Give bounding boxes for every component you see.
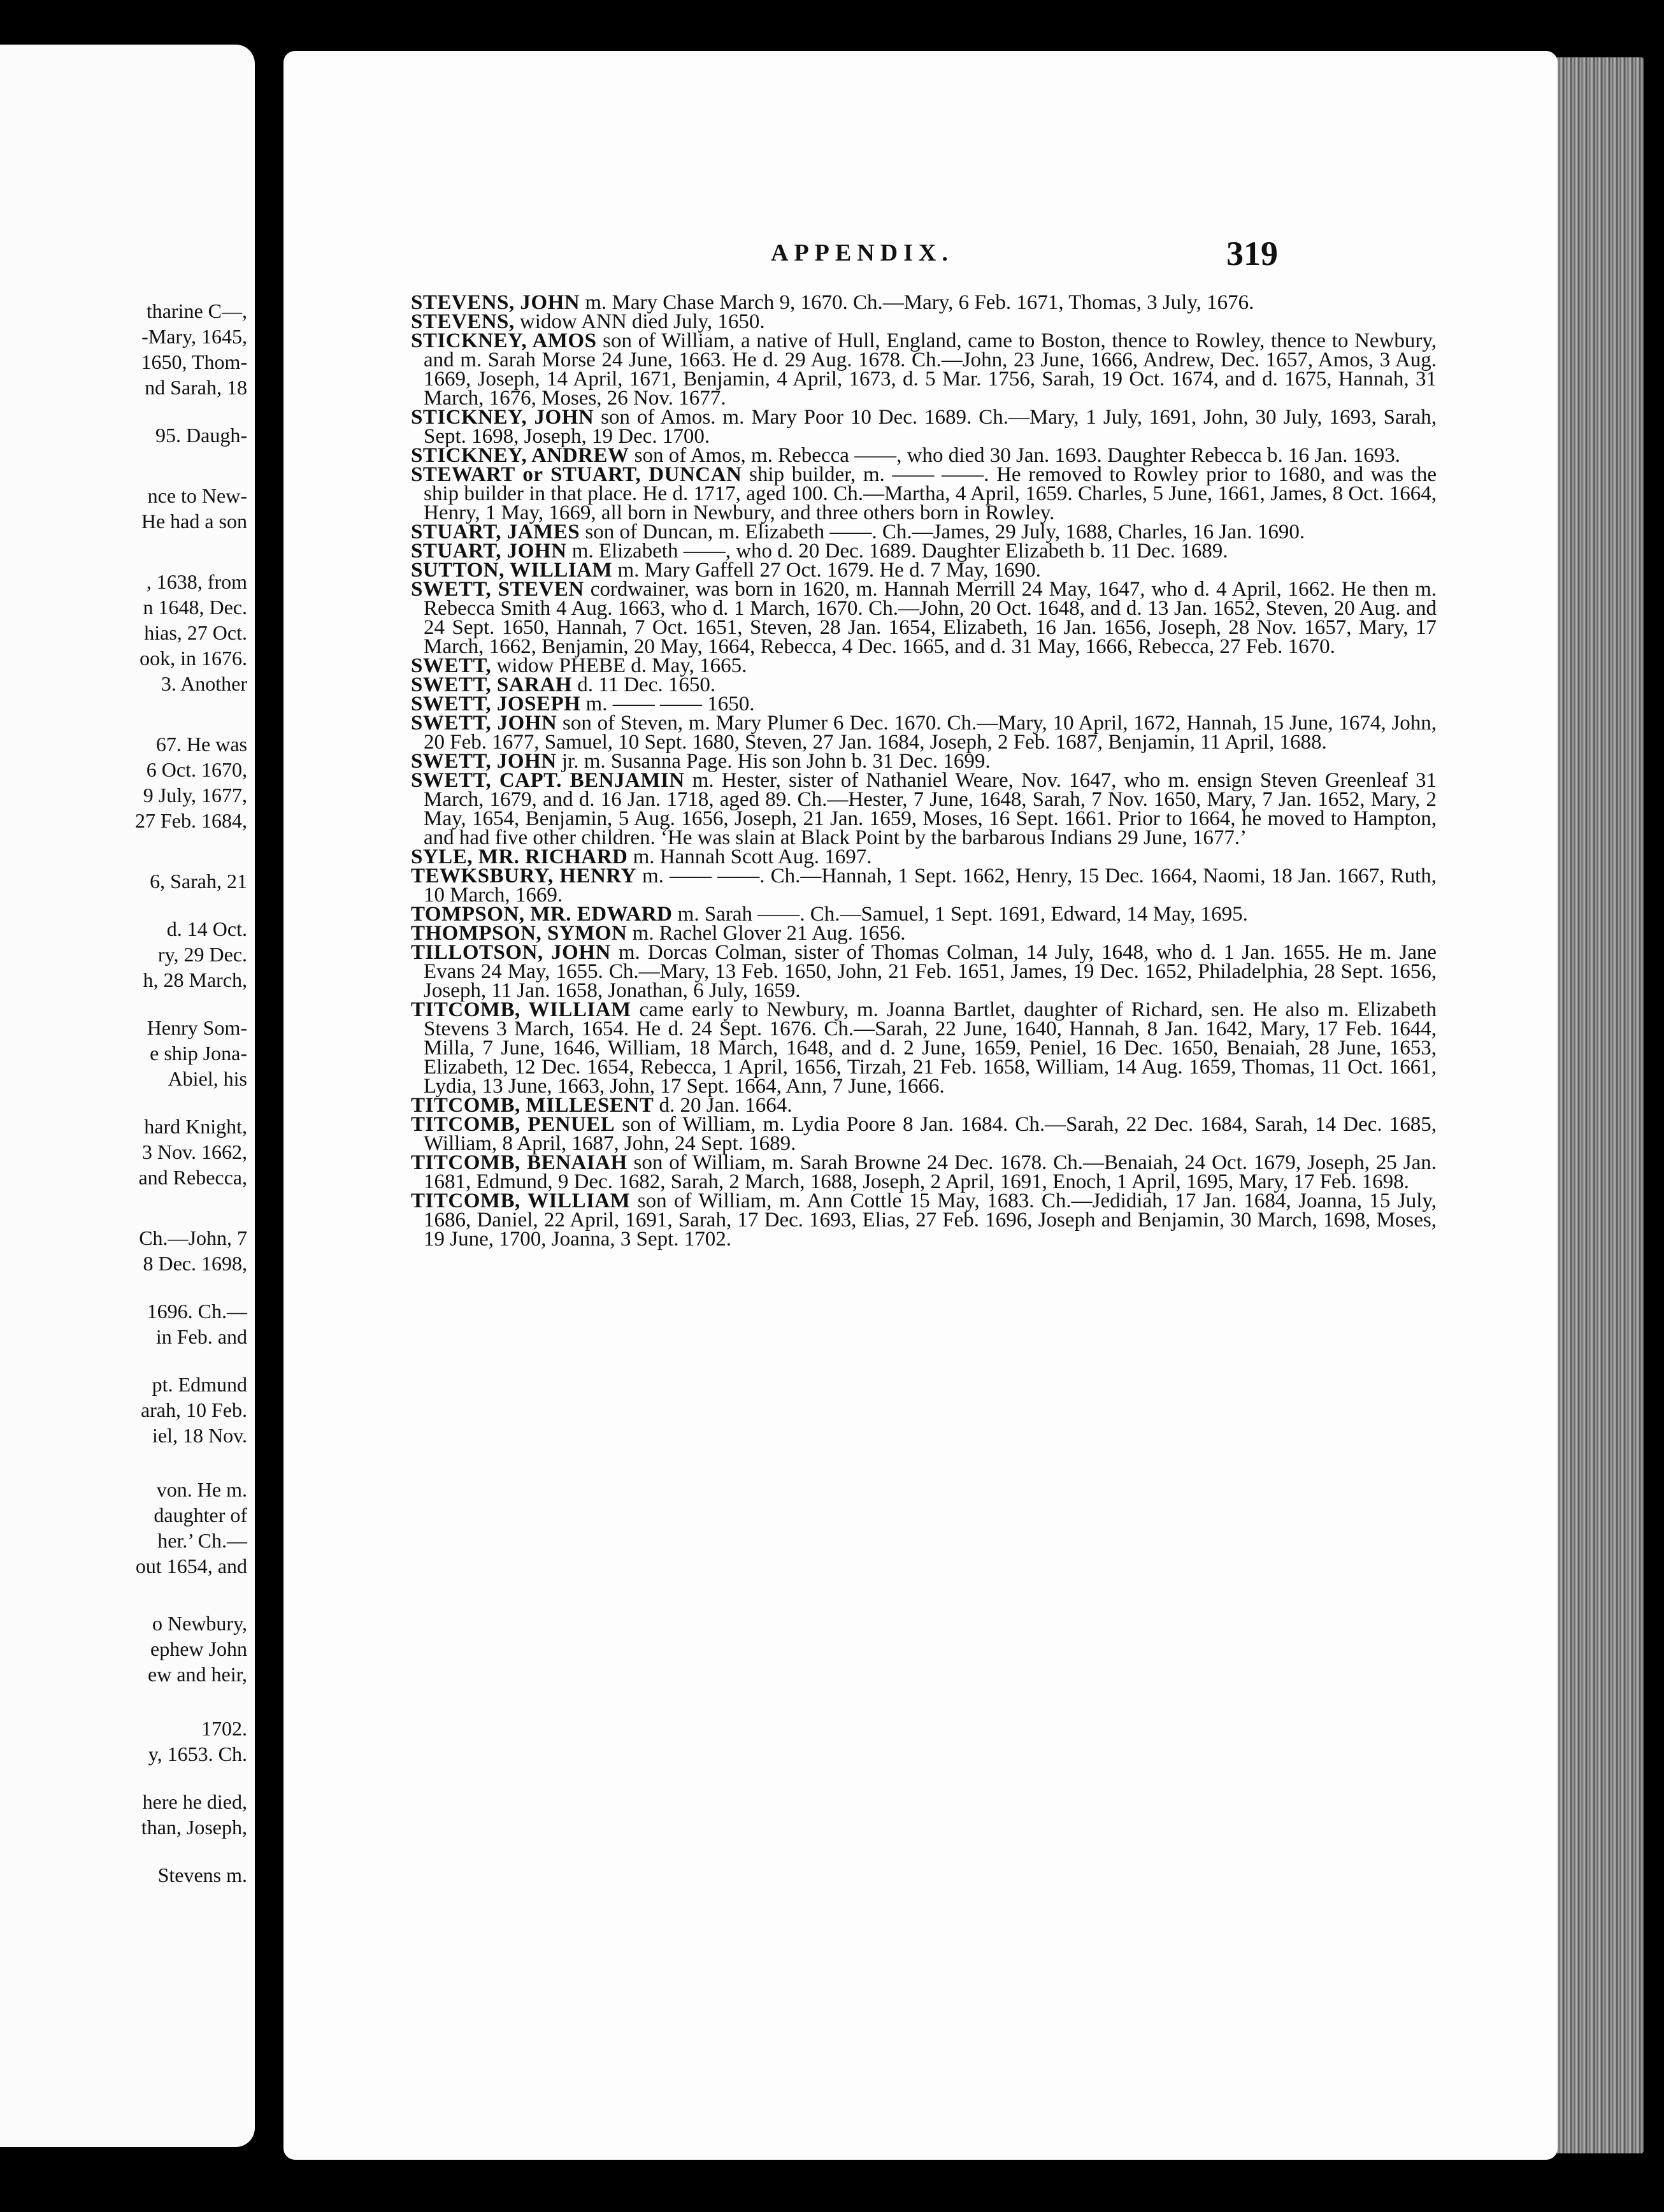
entry-name: STUART, JAMES xyxy=(411,521,580,543)
left-page-line: 8 Dec. 1698, xyxy=(143,1252,247,1275)
appendix-entry xyxy=(411,694,1437,714)
entry-text: son of William, m. Sarah Browne 24 Dec. 1678. Ch.—Benaiah, 24 Oct. 1679, Joseph, 25 Jan. 1681, Edmund, 9 Dec. 1682, Sarah, 2 March, 1688, Joseph, 2 April, 1691, Enoch, 1 April, 1695, Mary, 17 Feb. 1698. xyxy=(424,1151,1437,1193)
appendix-entry xyxy=(411,771,1437,847)
left-page-line: n 1648, Dec. xyxy=(143,596,247,619)
left-page-line: Ch.—John, 7 xyxy=(139,1226,247,1249)
entry-name: TILLOTSON, JOHN xyxy=(411,941,611,964)
entry-text: son of William, a native of Hull, England, came to Boston, thence to Rowley, thence to Newbury, and m. Sarah Morse 24 June, 1663. He d. 29 Aug. 1678. Ch.—John, 23 June, 1666, Andrew, Dec. 1657, Amos, 3 Aug. 1669, Joseph, 14 April, 1671, Benjamin, 4 April, 1673, d. 5 Mar. 1756, Sarah, 19 Oct. 1674, and d. 1675, Hannah, 31 March, 1676, Moses, 26 Nov. 1677. xyxy=(424,329,1437,410)
left-page-line: iel, 18 Nov. xyxy=(152,1424,247,1447)
left-page-line: o Newbury, xyxy=(152,1612,247,1635)
entry-name: TITCOMB, PENUEL xyxy=(411,1113,615,1136)
entry-name: TOMPSON, MR. EDWARD xyxy=(411,903,673,926)
left-page-line: ry, 29 Dec. xyxy=(157,943,247,966)
right-page xyxy=(283,51,1558,2160)
appendix-entry xyxy=(411,924,1437,943)
left-page-line: 1702. xyxy=(201,1717,247,1740)
appendix-entry xyxy=(411,446,1437,465)
entry-text: son of William, m. Ann Cottle 15 May, 1683. Ch.—Jedidiah, 17 Jan. 1684, Joanna, 15 July, 1686, Daniel, 22 April, 1691, Sarah, 17 Dec. 1693, Elias, 27 Feb. 1696, Joseph and Benjamin, 30 March, 1698, Moses, 19 June, 1700, Joanna, 3 Sept. 1702. xyxy=(424,1189,1437,1251)
entry-name: SWETT, CAPT. BENJAMIN xyxy=(411,769,685,792)
left-page-line: tharine C—, xyxy=(146,299,247,322)
appendix-entry xyxy=(411,675,1437,694)
appendix-entry xyxy=(411,714,1437,752)
left-page-line: and Rebecca, xyxy=(138,1166,247,1189)
entry-name: SYLE, MR. RICHARD xyxy=(411,845,628,868)
entry-text: m. —— ——. Ch.—Hannah, 1 Sept. 1662, Henry, 15 Dec. 1664, Naomi, 18 Jan. 1667, Ruth, 10 March, 1669. xyxy=(424,865,1437,907)
entry-text: m. Mary Chase March 9, 1670. Ch.—Mary, 6 Feb. 1671, Thomas, 3 July, 1676. xyxy=(580,291,1254,314)
left-page-fragment xyxy=(0,45,255,2147)
entry-text: son of Steven, m. Mary Plumer 6 Dec. 1670. Ch.—Mary, 10 April, 1672, Hannah, 15 June, 1674, John, 20 Feb. 1677, Samuel, 10 Sept. 1680, Steven, 27 Jan. 1684, Joseph, 2 Feb. 1687, Benjamin, 11 April, 1688. xyxy=(424,712,1437,754)
left-page-line: 1696. Ch.— xyxy=(147,1300,247,1323)
entry-text: son of William, m. Lydia Poore 8 Jan. 1684. Ch.—Sarah, 22 Dec. 1684, Sarah, 14 Dec. 1685, William, 8 April, 1687, John, 24 Sept. 1689. xyxy=(424,1113,1437,1155)
appendix-entry xyxy=(411,293,1437,312)
appendix-entry xyxy=(411,1153,1437,1191)
left-page-line: 3 Nov. 1662, xyxy=(141,1140,247,1163)
entry-name: SWETT, JOHN xyxy=(411,712,557,735)
left-page-line: arah, 10 Feb. xyxy=(140,1398,247,1421)
entry-text: m. Elizabeth ——, who d. 20 Dec. 1689. Daughter Elizabeth b. 11 Dec. 1689. xyxy=(566,540,1228,563)
left-page-line: 67. He was xyxy=(155,733,247,756)
appendix-entry xyxy=(411,752,1437,771)
appendix-entry xyxy=(411,580,1437,656)
entry-name: TITCOMB, WILLIAM xyxy=(411,1189,631,1212)
entry-text: d. 11 Dec. 1650. xyxy=(571,673,716,696)
page-header xyxy=(283,234,1558,277)
appendix-entry xyxy=(411,1000,1437,1096)
entry-name: SWETT, STEVEN xyxy=(411,578,584,601)
entry-text: m. Rachel Glover 21 Aug. 1656. xyxy=(627,922,906,945)
left-page-line: her.’ Ch.— xyxy=(157,1529,247,1552)
left-page-line: 3. Another xyxy=(161,672,247,695)
entry-name: THOMPSON, SYMON xyxy=(411,922,628,945)
left-page-line: h, 28 March, xyxy=(143,968,247,991)
left-page-line: Stevens m. xyxy=(157,1864,247,1886)
appendix-entry xyxy=(411,847,1437,866)
left-page-line: out 1654, and xyxy=(135,1555,247,1577)
entry-name: SWETT, JOHN xyxy=(411,750,557,773)
left-page-line: 9 July, 1677, xyxy=(143,784,247,807)
entry-name: STICKNEY, AMOS xyxy=(411,329,597,352)
left-page-line: 95. Daugh- xyxy=(155,424,247,447)
entry-name: TITCOMB, MILLESENT xyxy=(411,1094,654,1117)
entry-text: ship builder, m. —— ——. He removed to Rowley prior to 1680, and was the ship builder in that place. He d. 1717, aged 100. Ch.—Martha, 4 April, 1659. Charles, 5 June, 1661, James, 8 Oct. 1664, Henry, 1 May, 1669, all born in Newbury, and three others born in Rowley. xyxy=(424,463,1437,524)
entry-name: SWETT, JOSEPH xyxy=(411,693,581,715)
left-page-line: y, 1653. Ch. xyxy=(148,1742,247,1765)
entry-text: cordwainer, was born in 1620, m. Hannah Merrill 24 May, 1647, who d. 4 April, 1662. He then m. Rebecca Smith 4 Aug. 1663, who d. 1 March, 1670. Ch.—John, 20 Oct. 1648, and d. 13 Jan. 1652, Steven, 20 Aug. and 24 Sept. 1650, Hannah, 7 Oct. 1651, Steven, 28 Jan. 1654, Elizabeth, 16 Jan. 1656, Joseph, 28 Nov. 1657, Mary, 17 March, 1662, Benjamin, 20 May, 1664, Rebecca, 4 Dec. 1665, and d. 31 May, 1666, Rebecca, 27 Feb. 1670. xyxy=(424,578,1437,658)
entry-text: son of Duncan, m. Elizabeth ——. Ch.—James, 29 July, 1688, Charles, 16 Jan. 1690. xyxy=(580,521,1305,543)
entry-name: TEWKSBURY, HENRY xyxy=(411,865,636,887)
left-page-line: He had a son xyxy=(141,510,247,533)
appendix-entry xyxy=(411,1191,1437,1249)
left-page-line: Henry Som- xyxy=(147,1016,247,1039)
appendix-entry xyxy=(411,656,1437,675)
left-page-line: nce to New- xyxy=(147,484,247,507)
left-page-line: Abiel, his xyxy=(168,1067,247,1090)
appendix-entry xyxy=(411,331,1437,408)
entry-name: STEVENS, JOHN xyxy=(411,291,580,314)
appendix-entry xyxy=(411,1096,1437,1115)
left-page-line: e ship Jona- xyxy=(150,1042,247,1065)
entry-text: m. —— —— 1650. xyxy=(580,693,755,715)
appendix-entry xyxy=(411,866,1437,905)
entry-text: son of Amos. m. Mary Poor 10 Dec. 1689. Ch.—Mary, 1 July, 1691, John, 30 July, 1693, Sarah, Sept. 1698, Joseph, 19 Dec. 1700. xyxy=(424,406,1437,448)
left-page-line: 27 Feb. 1684, xyxy=(135,809,247,832)
entry-name: STICKNEY, ANDREW xyxy=(411,444,629,467)
entry-text: m. Hannah Scott Aug. 1697. xyxy=(628,845,872,868)
left-page-line: ook, in 1676. xyxy=(140,647,247,670)
appendix-entry xyxy=(411,943,1437,1000)
entry-name: STUART, JOHN xyxy=(411,540,567,563)
entry-name: STICKNEY, JOHN xyxy=(411,406,594,429)
entry-text: m. Hester, sister of Nathaniel Weare, Nov. 1647, who m. ensign Steven Greenleaf 31 March, 1679, and d. 16 Jan. 1718, aged 89. Ch.—Hester, 7 June, 1648, Sarah, 7 Nov. 1650, Mary, 7 Jan. 1652, Mary, 2 May, 1654, Benjamin, 5 Aug. 1656, Joseph, 21 Jan. 1659, Moses, 16 Sept. 1661. Prior to 1664, he moved to Hampton, and had five other children. ‘He was slain at Black Point by the barbarous Indians 29 June, 1677.’ xyxy=(424,769,1437,849)
entry-text: m. Mary Gaffell 27 Oct. 1679. He d. 7 May, 1690. xyxy=(612,559,1041,582)
entry-name: TITCOMB, BENAIAH xyxy=(411,1151,628,1174)
appendix-entries xyxy=(411,293,1437,1249)
left-page-line: here he died, xyxy=(142,1790,247,1813)
left-page-line: 6 Oct. 1670, xyxy=(146,758,247,781)
appendix-entry xyxy=(411,542,1437,561)
entry-text: son of Amos, m. Rebecca ——, who died 30 Jan. 1693. Daughter Rebecca b. 16 Jan. 1693. xyxy=(629,444,1401,467)
entry-text: came early to Newbury, m. Joanna Bartlet, daughter of Richard, sen. He also m. Elizabeth Stevens 3 March, 1654. He d. 24 Sept. 1676. Ch.—Sarah, 22 June, 1640, Hannah, 8 Jan. 1642, Mary, 17 Feb. 1644, Milla, 7 June, 1646, William, 18 March, 1648, and d. 2 June, 1659, Peniel, 16 Dec. 1650, Benaiah, 28 June, 1653, Elizabeth, 12 Dec. 1654, Rebecca, 1 April, 1656, Tirzah, 21 Feb. 1658, William, 14 Aug. 1659, Thomas, 11 Oct. 1661, Lydia, 13 June, 1663, John, 17 Sept. 1664, Ann, 7 June, 1666. xyxy=(424,998,1437,1098)
entry-name: TITCOMB, WILLIAM xyxy=(411,998,631,1021)
entry-text: m. Dorcas Colman, sister of Thomas Colman, 14 July, 1648, who d. 1 Jan. 1655. He m. Jane Evans 24 May, 1655. Ch.—Mary, 13 Feb. 1650, John, 21 Feb. 1651, James, 19 Dec. 1652, Philadelphia, 28 Sept. 1656, Joseph, 11 Jan. 1658, Jonathan, 6 July, 1659. xyxy=(424,941,1437,1002)
left-page-line: hard Knight, xyxy=(144,1115,247,1138)
left-page-line: ephew John xyxy=(150,1637,247,1660)
left-page-line: nd Sarah, 18 xyxy=(145,376,247,399)
left-page-line: von. He m. xyxy=(156,1478,247,1501)
appendix-entry xyxy=(411,522,1437,542)
left-page-line: , 1638, from xyxy=(146,570,247,593)
entry-text: d. 20 Jan. 1664. xyxy=(654,1094,793,1117)
left-page-line: daughter of xyxy=(154,1504,247,1526)
left-page-line: than, Joseph, xyxy=(141,1816,247,1839)
entry-name: SWETT, SARAH xyxy=(411,673,572,696)
running-head: APPENDIX. xyxy=(771,240,954,266)
left-page-line: in Feb. and xyxy=(155,1325,247,1348)
appendix-entry xyxy=(411,408,1437,446)
left-page-line: 1650, Thom- xyxy=(141,350,247,373)
left-page-line: ew and heir, xyxy=(148,1663,247,1686)
appendix-entry xyxy=(411,561,1437,580)
entry-text: jr. m. Susanna Page. His son John b. 31 Dec. 1699. xyxy=(556,750,991,773)
left-page-line: d. 14 Oct. xyxy=(166,917,247,940)
left-page-line: -Mary, 1645, xyxy=(141,325,247,348)
left-page-line: pt. Edmund xyxy=(152,1373,247,1396)
entry-name: STEVENS, xyxy=(411,310,515,333)
page-number: 319 xyxy=(1226,234,1278,273)
appendix-entry xyxy=(411,312,1437,331)
entry-text: m. Sarah ——. Ch.—Samuel, 1 Sept. 1691, Edward, 14 May, 1695. xyxy=(672,903,1248,926)
appendix-entry xyxy=(411,905,1437,924)
entry-text: widow PHEBE d. May, 1665. xyxy=(491,654,747,677)
entry-name: SUTTON, WILLIAM xyxy=(411,559,613,582)
entry-name: STEWART or STUART, DUNCAN xyxy=(411,463,742,486)
left-page-line: 6, Sarah, 21 xyxy=(150,870,247,893)
appendix-entry xyxy=(411,465,1437,522)
entry-name: SWETT, xyxy=(411,654,492,677)
appendix-entry xyxy=(411,1115,1437,1153)
left-page-line: hias, 27 Oct. xyxy=(144,621,247,644)
entry-text: widow ANN died July, 1650. xyxy=(514,310,765,333)
